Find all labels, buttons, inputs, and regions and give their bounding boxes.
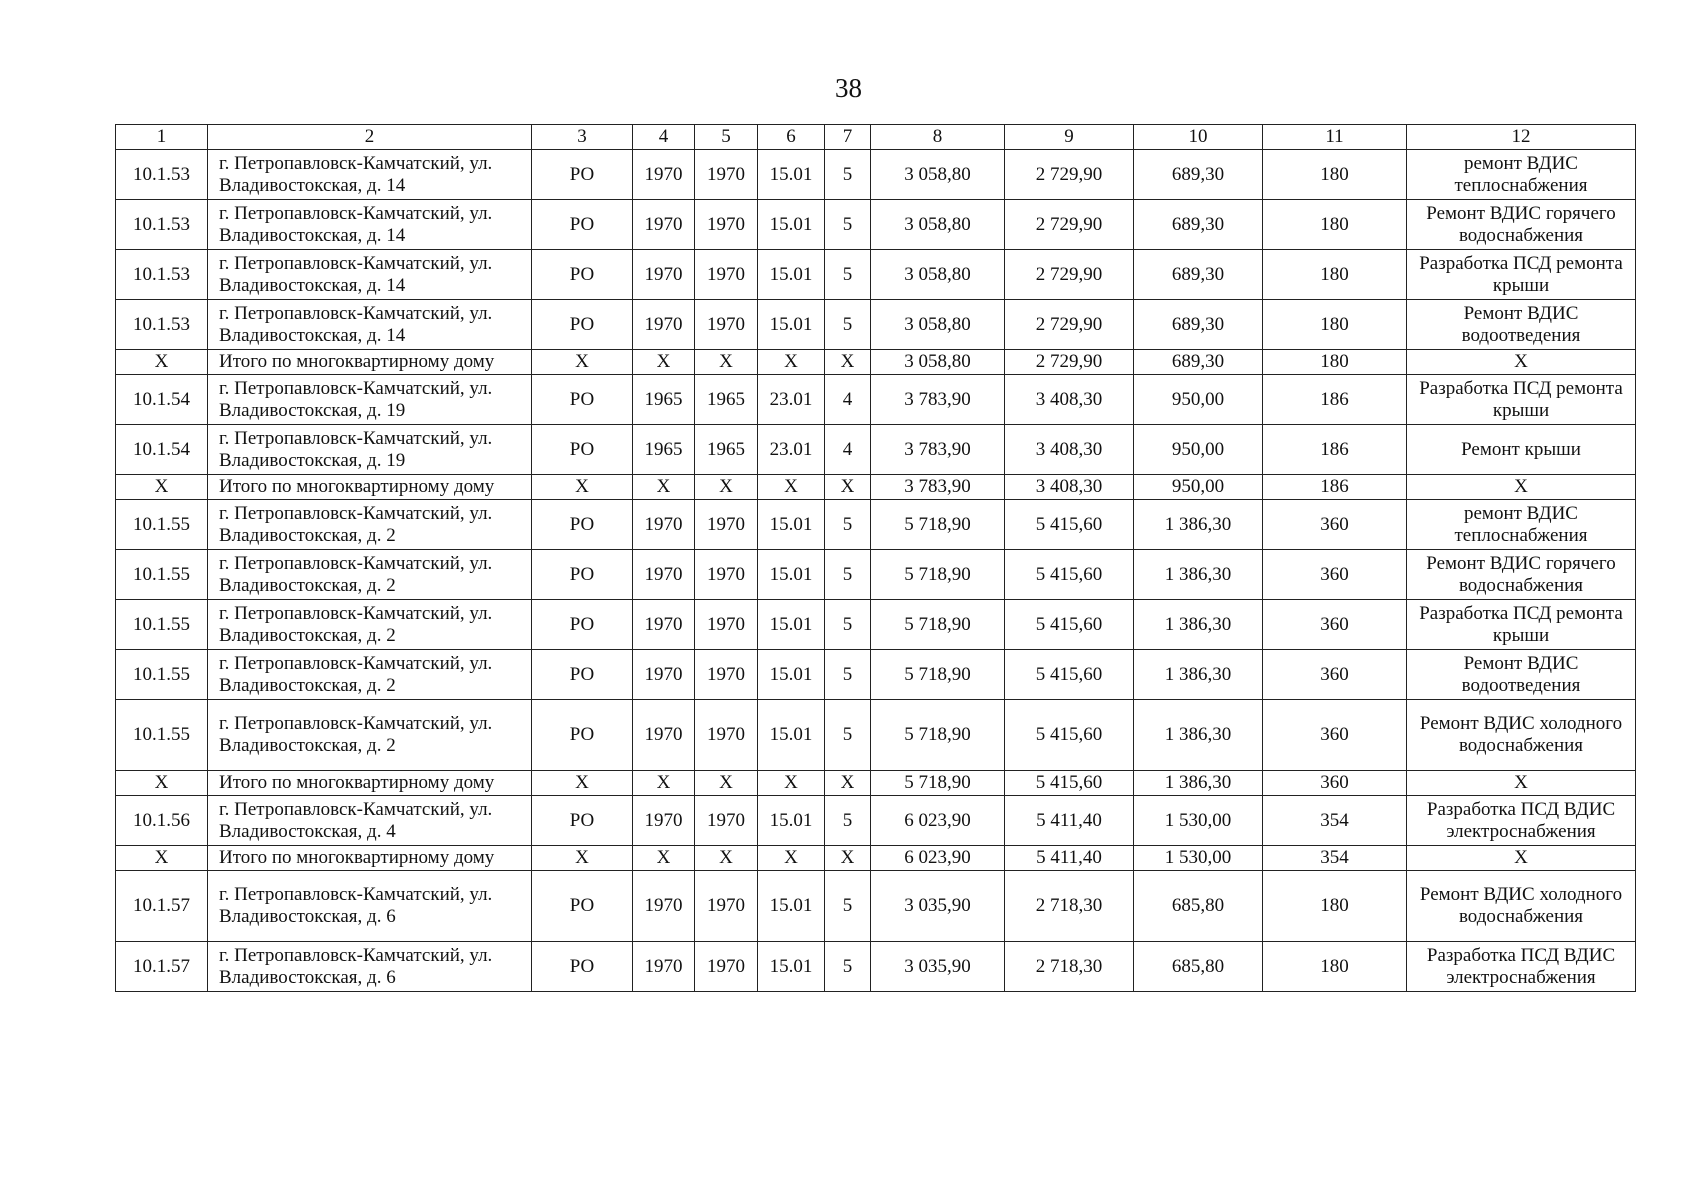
table-row xyxy=(116,250,1636,300)
work-type-cell: Разработка ПСД ремонта крыши xyxy=(1407,600,1636,650)
nonliving-area-cell: 1 386,30 xyxy=(1134,550,1263,600)
total-area-cell: 5 718,90 xyxy=(871,650,1005,700)
total-area-cell: 5 718,90 xyxy=(871,700,1005,771)
living-area-cell: 5 411,40 xyxy=(1005,796,1134,846)
floors-cell: 5 xyxy=(825,200,871,250)
floors-cell: 5 xyxy=(825,942,871,992)
table-row xyxy=(116,600,1636,650)
total-area-cell: 3 058,80 xyxy=(871,350,1005,375)
work-type-cell: Х xyxy=(1407,350,1636,375)
nonliving-area-cell: 1 386,30 xyxy=(1134,700,1263,771)
work-type-cell: Ремонт ВДИС горячего водоснабжения xyxy=(1407,550,1636,600)
wall-material-cell: 15.01 xyxy=(758,150,825,200)
residents-cell: 354 xyxy=(1263,846,1407,871)
item-number-cell: 10.1.56 xyxy=(116,796,208,846)
item-number-cell: Х xyxy=(116,475,208,500)
total-area-cell: 3 058,80 xyxy=(871,250,1005,300)
column-header: 2 xyxy=(208,125,532,150)
living-area-cell: 2 729,90 xyxy=(1005,250,1134,300)
wall-material-cell: 15.01 xyxy=(758,796,825,846)
total-area-cell: 3 783,90 xyxy=(871,375,1005,425)
living-area-cell: 5 415,60 xyxy=(1005,650,1134,700)
floors-cell: 5 xyxy=(825,500,871,550)
item-number-cell: 10.1.54 xyxy=(116,425,208,475)
total-area-cell: 3 058,80 xyxy=(871,150,1005,200)
wall-material-cell: 23.01 xyxy=(758,375,825,425)
work-type-cell: Разработка ПСД ремонта крыши xyxy=(1407,250,1636,300)
address-cell: г. Петропавловск-Камчатский, ул. Владивостокская, д. 19 xyxy=(208,425,532,475)
owner-cell: РО xyxy=(532,425,633,475)
commission-year-cell: 1970 xyxy=(695,150,758,200)
floors-cell: 5 xyxy=(825,250,871,300)
living-area-cell: 2 729,90 xyxy=(1005,350,1134,375)
nonliving-area-cell: 1 530,00 xyxy=(1134,796,1263,846)
address-cell: Итого по многоквартирному дому xyxy=(208,475,532,500)
table-row xyxy=(116,700,1636,771)
table-row xyxy=(116,425,1636,475)
column-header: 6 xyxy=(758,125,825,150)
total-area-cell: 5 718,90 xyxy=(871,550,1005,600)
owner-cell: РО xyxy=(532,500,633,550)
wall-material-cell: 15.01 xyxy=(758,650,825,700)
total-row xyxy=(116,350,1636,375)
total-row xyxy=(116,475,1636,500)
nonliving-area-cell: 1 386,30 xyxy=(1134,771,1263,796)
table-row xyxy=(116,300,1636,350)
wall-material-cell: 15.01 xyxy=(758,871,825,942)
wall-material-cell: 15.01 xyxy=(758,300,825,350)
nonliving-area-cell: 1 386,30 xyxy=(1134,500,1263,550)
living-area-cell: 5 415,60 xyxy=(1005,771,1134,796)
address-cell: г. Петропавловск-Камчатский, ул. Владивостокская, д. 4 xyxy=(208,796,532,846)
wall-material-cell: 15.01 xyxy=(758,250,825,300)
owner-cell: РО xyxy=(532,700,633,771)
address-cell: г. Петропавловск-Камчатский, ул. Владивостокская, д. 19 xyxy=(208,375,532,425)
column-header: 10 xyxy=(1134,125,1263,150)
item-number-cell: Х xyxy=(116,771,208,796)
commission-year-cell: Х xyxy=(695,846,758,871)
work-type-cell: Х xyxy=(1407,846,1636,871)
commission-year-cell: 1970 xyxy=(695,250,758,300)
floors-cell: 5 xyxy=(825,650,871,700)
total-area-cell: 3 035,90 xyxy=(871,871,1005,942)
item-number-cell: 10.1.55 xyxy=(116,500,208,550)
living-area-cell: 5 415,60 xyxy=(1005,500,1134,550)
residents-cell: 360 xyxy=(1263,550,1407,600)
address-cell: г. Петропавловск-Камчатский, ул. Владивостокская, д. 2 xyxy=(208,650,532,700)
total-area-cell: 5 718,90 xyxy=(871,771,1005,796)
column-header: 5 xyxy=(695,125,758,150)
work-type-cell: Ремонт ВДИС холодного водоснабжения xyxy=(1407,871,1636,942)
total-area-cell: 3 035,90 xyxy=(871,942,1005,992)
work-type-cell: Разработка ПСД ВДИС электроснабжения xyxy=(1407,796,1636,846)
work-type-cell: Ремонт крыши xyxy=(1407,425,1636,475)
work-type-cell: Разработка ПСД ремонта крыши xyxy=(1407,375,1636,425)
residents-cell: 186 xyxy=(1263,375,1407,425)
residents-cell: 180 xyxy=(1263,942,1407,992)
owner-cell: РО xyxy=(532,375,633,425)
floors-cell: 5 xyxy=(825,300,871,350)
item-number-cell: 10.1.53 xyxy=(116,150,208,200)
nonliving-area-cell: 1 530,00 xyxy=(1134,846,1263,871)
build-year-cell: Х xyxy=(633,350,695,375)
wall-material-cell: 15.01 xyxy=(758,500,825,550)
commission-year-cell: 1970 xyxy=(695,942,758,992)
living-area-cell: 5 415,60 xyxy=(1005,600,1134,650)
owner-cell: Х xyxy=(532,350,633,375)
table-row xyxy=(116,942,1636,992)
total-area-cell: 6 023,90 xyxy=(871,796,1005,846)
residents-cell: 180 xyxy=(1263,300,1407,350)
residents-cell: 180 xyxy=(1263,250,1407,300)
work-type-cell: Ремонт ВДИС водоотведения xyxy=(1407,300,1636,350)
owner-cell: РО xyxy=(532,650,633,700)
build-year-cell: 1970 xyxy=(633,550,695,600)
work-type-cell: Х xyxy=(1407,771,1636,796)
owner-cell: РО xyxy=(532,200,633,250)
work-type-cell: Ремонт ВДИС водоотведения xyxy=(1407,650,1636,700)
commission-year-cell: 1970 xyxy=(695,300,758,350)
wall-material-cell: 15.01 xyxy=(758,700,825,771)
item-number-cell: 10.1.55 xyxy=(116,550,208,600)
address-cell: г. Петропавловск-Камчатский, ул. Владивостокская, д. 2 xyxy=(208,500,532,550)
column-header: 8 xyxy=(871,125,1005,150)
total-area-cell: 3 058,80 xyxy=(871,200,1005,250)
item-number-cell: 10.1.53 xyxy=(116,200,208,250)
commission-year-cell: 1965 xyxy=(695,425,758,475)
floors-cell: 5 xyxy=(825,150,871,200)
address-cell: г. Петропавловск-Камчатский, ул. Владивостокская, д. 14 xyxy=(208,300,532,350)
address-cell: г. Петропавловск-Камчатский, ул. Владивостокская, д. 14 xyxy=(208,250,532,300)
build-year-cell: 1970 xyxy=(633,200,695,250)
total-area-cell: 3 058,80 xyxy=(871,300,1005,350)
living-area-cell: 3 408,30 xyxy=(1005,425,1134,475)
build-year-cell: Х xyxy=(633,475,695,500)
owner-cell: РО xyxy=(532,942,633,992)
table-row xyxy=(116,150,1636,200)
living-area-cell: 2 729,90 xyxy=(1005,200,1134,250)
column-header: 9 xyxy=(1005,125,1134,150)
commission-year-cell: Х xyxy=(695,771,758,796)
total-area-cell: 6 023,90 xyxy=(871,846,1005,871)
address-cell: г. Петропавловск-Камчатский, ул. Владивостокская, д. 6 xyxy=(208,871,532,942)
item-number-cell: 10.1.53 xyxy=(116,300,208,350)
total-row xyxy=(116,771,1636,796)
owner-cell: РО xyxy=(532,250,633,300)
living-area-cell: 2 718,30 xyxy=(1005,942,1134,992)
owner-cell: РО xyxy=(532,150,633,200)
address-cell: г. Петропавловск-Камчатский, ул. Владивостокская, д. 6 xyxy=(208,942,532,992)
build-year-cell: 1970 xyxy=(633,300,695,350)
build-year-cell: Х xyxy=(633,771,695,796)
residents-cell: 186 xyxy=(1263,425,1407,475)
page-number: 38 xyxy=(835,73,862,103)
residents-cell: 360 xyxy=(1263,500,1407,550)
nonliving-area-cell: 689,30 xyxy=(1134,350,1263,375)
address-cell: г. Петропавловск-Камчатский, ул. Владивостокская, д. 2 xyxy=(208,550,532,600)
build-year-cell: 1965 xyxy=(633,425,695,475)
total-area-cell: 3 783,90 xyxy=(871,425,1005,475)
build-year-cell: 1970 xyxy=(633,500,695,550)
residents-cell: 180 xyxy=(1263,350,1407,375)
floors-cell: 5 xyxy=(825,871,871,942)
build-year-cell: 1970 xyxy=(633,600,695,650)
floors-cell: Х xyxy=(825,771,871,796)
build-year-cell: 1970 xyxy=(633,700,695,771)
work-type-cell: Х xyxy=(1407,475,1636,500)
item-number-cell: 10.1.55 xyxy=(116,600,208,650)
floors-cell: Х xyxy=(825,846,871,871)
address-cell: Итого по многоквартирному дому xyxy=(208,350,532,375)
nonliving-area-cell: 1 386,30 xyxy=(1134,600,1263,650)
total-row xyxy=(116,846,1636,871)
living-area-cell: 2 729,90 xyxy=(1005,300,1134,350)
wall-material-cell: 15.01 xyxy=(758,600,825,650)
nonliving-area-cell: 950,00 xyxy=(1134,425,1263,475)
wall-material-cell: Х xyxy=(758,846,825,871)
total-area-cell: 3 783,90 xyxy=(871,475,1005,500)
owner-cell: Х xyxy=(532,475,633,500)
residents-cell: 180 xyxy=(1263,871,1407,942)
build-year-cell: 1970 xyxy=(633,796,695,846)
nonliving-area-cell: 950,00 xyxy=(1134,375,1263,425)
living-area-cell: 3 408,30 xyxy=(1005,375,1134,425)
residents-cell: 186 xyxy=(1263,475,1407,500)
living-area-cell: 5 415,60 xyxy=(1005,550,1134,600)
address-cell: Итого по многоквартирному дому xyxy=(208,846,532,871)
floors-cell: 4 xyxy=(825,375,871,425)
build-year-cell: 1970 xyxy=(633,150,695,200)
commission-year-cell: 1970 xyxy=(695,700,758,771)
table-row xyxy=(116,550,1636,600)
floors-cell: 5 xyxy=(825,700,871,771)
commission-year-cell: 1970 xyxy=(695,600,758,650)
floors-cell: 5 xyxy=(825,796,871,846)
address-cell: Итого по многоквартирному дому xyxy=(208,771,532,796)
item-number-cell: 10.1.57 xyxy=(116,871,208,942)
owner-cell: РО xyxy=(532,796,633,846)
floors-cell: Х xyxy=(825,350,871,375)
wall-material-cell: 15.01 xyxy=(758,942,825,992)
wall-material-cell: 15.01 xyxy=(758,200,825,250)
nonliving-area-cell: 689,30 xyxy=(1134,200,1263,250)
living-area-cell: 2 718,30 xyxy=(1005,871,1134,942)
floors-cell: 5 xyxy=(825,550,871,600)
residents-cell: 354 xyxy=(1263,796,1407,846)
nonliving-area-cell: 685,80 xyxy=(1134,942,1263,992)
nonliving-area-cell: 689,30 xyxy=(1134,250,1263,300)
item-number-cell: 10.1.57 xyxy=(116,942,208,992)
commission-year-cell: 1970 xyxy=(695,550,758,600)
table-row xyxy=(116,650,1636,700)
column-header: 1 xyxy=(116,125,208,150)
residents-cell: 360 xyxy=(1263,771,1407,796)
column-header: 12 xyxy=(1407,125,1636,150)
owner-cell: Х xyxy=(532,771,633,796)
build-year-cell: Х xyxy=(633,846,695,871)
column-header: 7 xyxy=(825,125,871,150)
column-header: 3 xyxy=(532,125,633,150)
residents-cell: 180 xyxy=(1263,200,1407,250)
commission-year-cell: Х xyxy=(695,350,758,375)
wall-material-cell: 15.01 xyxy=(758,550,825,600)
column-header: 4 xyxy=(633,125,695,150)
build-year-cell: 1970 xyxy=(633,942,695,992)
nonliving-area-cell: 689,30 xyxy=(1134,300,1263,350)
housing-repair-table xyxy=(115,124,1636,992)
wall-material-cell: Х xyxy=(758,771,825,796)
residents-cell: 360 xyxy=(1263,600,1407,650)
table-row xyxy=(116,871,1636,942)
item-number-cell: 10.1.54 xyxy=(116,375,208,425)
living-area-cell: 5 415,60 xyxy=(1005,700,1134,771)
column-number-row xyxy=(116,125,1636,150)
owner-cell: Х xyxy=(532,846,633,871)
owner-cell: РО xyxy=(532,600,633,650)
living-area-cell: 2 729,90 xyxy=(1005,150,1134,200)
living-area-cell: 3 408,30 xyxy=(1005,475,1134,500)
build-year-cell: 1970 xyxy=(633,250,695,300)
address-cell: г. Петропавловск-Камчатский, ул. Владивостокская, д. 2 xyxy=(208,700,532,771)
commission-year-cell: 1970 xyxy=(695,200,758,250)
owner-cell: РО xyxy=(532,550,633,600)
owner-cell: РО xyxy=(532,871,633,942)
table-row xyxy=(116,500,1636,550)
work-type-cell: Ремонт ВДИС горячего водоснабжения xyxy=(1407,200,1636,250)
item-number-cell: Х xyxy=(116,846,208,871)
item-number-cell: 10.1.55 xyxy=(116,650,208,700)
floors-cell: Х xyxy=(825,475,871,500)
item-number-cell: 10.1.55 xyxy=(116,700,208,771)
address-cell: г. Петропавловск-Камчатский, ул. Владивостокская, д. 14 xyxy=(208,150,532,200)
floors-cell: 5 xyxy=(825,600,871,650)
residents-cell: 360 xyxy=(1263,650,1407,700)
wall-material-cell: Х xyxy=(758,475,825,500)
nonliving-area-cell: 1 386,30 xyxy=(1134,650,1263,700)
total-area-cell: 5 718,90 xyxy=(871,500,1005,550)
total-area-cell: 5 718,90 xyxy=(871,600,1005,650)
build-year-cell: 1970 xyxy=(633,650,695,700)
commission-year-cell: 1970 xyxy=(695,650,758,700)
commission-year-cell: 1965 xyxy=(695,375,758,425)
work-type-cell: ремонт ВДИС теплоснабжения xyxy=(1407,500,1636,550)
residents-cell: 180 xyxy=(1263,150,1407,200)
owner-cell: РО xyxy=(532,300,633,350)
table-row xyxy=(116,796,1636,846)
nonliving-area-cell: 950,00 xyxy=(1134,475,1263,500)
commission-year-cell: 1970 xyxy=(695,796,758,846)
work-type-cell: ремонт ВДИС теплоснабжения xyxy=(1407,150,1636,200)
build-year-cell: 1965 xyxy=(633,375,695,425)
column-header: 11 xyxy=(1263,125,1407,150)
build-year-cell: 1970 xyxy=(633,871,695,942)
commission-year-cell: 1970 xyxy=(695,500,758,550)
nonliving-area-cell: 685,80 xyxy=(1134,871,1263,942)
work-type-cell: Разработка ПСД ВДИС электроснабжения xyxy=(1407,942,1636,992)
floors-cell: 4 xyxy=(825,425,871,475)
commission-year-cell: Х xyxy=(695,475,758,500)
table-row xyxy=(116,375,1636,425)
residents-cell: 360 xyxy=(1263,700,1407,771)
item-number-cell: 10.1.53 xyxy=(116,250,208,300)
address-cell: г. Петропавловск-Камчатский, ул. Владивостокская, д. 14 xyxy=(208,200,532,250)
commission-year-cell: 1970 xyxy=(695,871,758,942)
table-body xyxy=(116,150,1636,992)
address-cell: г. Петропавловск-Камчатский, ул. Владивостокская, д. 2 xyxy=(208,600,532,650)
nonliving-area-cell: 689,30 xyxy=(1134,150,1263,200)
wall-material-cell: Х xyxy=(758,350,825,375)
table-row xyxy=(116,200,1636,250)
work-type-cell: Ремонт ВДИС холодного водоснабжения xyxy=(1407,700,1636,771)
wall-material-cell: 23.01 xyxy=(758,425,825,475)
item-number-cell: Х xyxy=(116,350,208,375)
living-area-cell: 5 411,40 xyxy=(1005,846,1134,871)
